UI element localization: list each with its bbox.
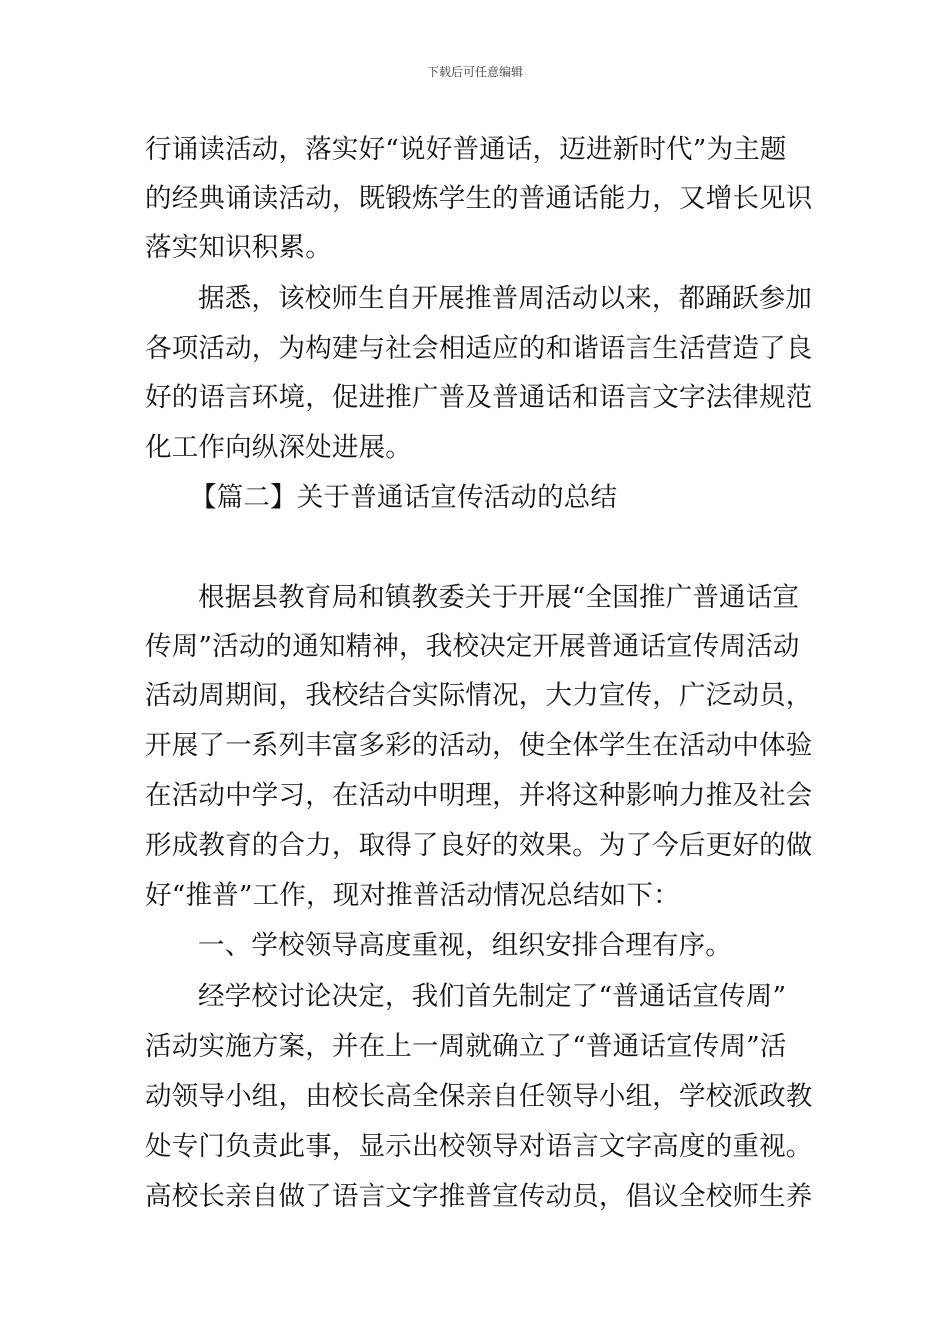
text-line: 各项活动，为构建与社会相适应的和谐语言生活营造了良	[145, 333, 813, 364]
text-line: 化工作向纵深处进展。	[145, 432, 412, 463]
text-line: 行诵读活动，落实好“说好普通话，迈进新时代”为主题	[145, 134, 787, 165]
subsection-heading: 一、学校领导高度重视，组织安排合理有序。	[198, 930, 732, 961]
text-line: 据悉，该校师生自开展推普周活动以来，都踊跃参加	[198, 283, 813, 314]
text-line: 好的语言环境，促进推广普及普通话和语言文字法律规范	[145, 382, 813, 413]
text-line: 活动周期间，我校结合实际情况，大力宣传，广泛动员，	[145, 680, 813, 711]
text-line: 根据县教育局和镇教委关于开展“全国推广普通话宣	[198, 582, 800, 613]
text-line: 动领导小组，由校长高全保亲自任领导小组，学校派政教	[145, 1081, 813, 1112]
text-line: 好“推普”工作，现对推普活动情况总结如下：	[145, 880, 680, 911]
text-line: 传周”活动的通知精神，我校决定开展普通话宣传周活动	[145, 631, 800, 662]
text-line: 开展了一系列丰富多彩的活动，使全体学生在活动中体验	[145, 730, 813, 761]
section-heading: 【篇二】关于普通话宣传活动的总结	[190, 482, 618, 513]
page-header: 下载后可任意编辑	[426, 65, 523, 79]
text-line: 高校长亲自做了语言文字推普宣传动员，倡议全校师生养	[145, 1181, 813, 1212]
text-line: 处专门负责此事，显示出校领导对语言文字高度的重视。	[145, 1131, 813, 1162]
text-line: 在活动中学习，在活动中明理，并将这种影响力推及社会	[145, 780, 813, 811]
text-line: 的经典诵读活动，既锻炼学生的普通话能力，又增长见识	[145, 183, 813, 214]
text-line: 经学校讨论决定，我们首先制定了“普通话宣传周”	[198, 981, 787, 1012]
text-line: 形成教育的合力，取得了良好的效果。为了今后更好的做	[145, 830, 813, 861]
text-line: 活动实施方案，并在上一周就确立了“普通话宣传周”活	[145, 1031, 787, 1062]
text-line: 落实知识积累。	[145, 232, 332, 263]
